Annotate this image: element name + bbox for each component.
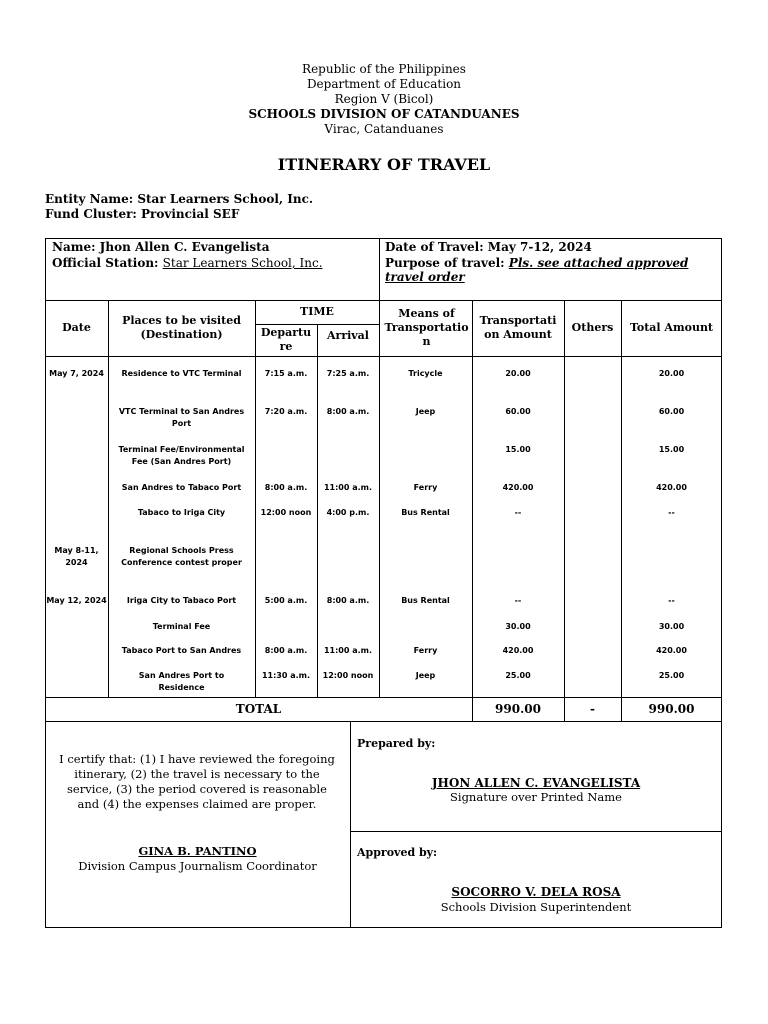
approved-by-label: Approved by: bbox=[357, 846, 438, 859]
col-header-others: Others bbox=[571, 321, 614, 334]
header-region: Region V (Bicol) bbox=[334, 92, 434, 106]
row-arrival: 8:00 a.m. bbox=[326, 407, 370, 416]
total-label: TOTAL bbox=[235, 702, 282, 716]
official-station-label: Official Station: bbox=[52, 256, 163, 270]
col-header-departure: Departu re bbox=[260, 326, 312, 353]
row-place: San Andres Port to Residence bbox=[138, 671, 225, 692]
row-total-amount: 420.00 bbox=[656, 483, 687, 492]
row-total-amount: 15.00 bbox=[658, 445, 685, 454]
row-means: Bus Rental bbox=[401, 596, 450, 605]
row-place: Tabaco to Iriga City bbox=[137, 508, 226, 517]
row-arrival: 11:00 a.m. bbox=[323, 483, 373, 492]
col-header-means: Means of Transportatio n bbox=[384, 307, 469, 348]
approver-position: Schools Division Superintendent bbox=[440, 900, 632, 914]
row-transport-amount: 25.00 bbox=[505, 671, 531, 680]
row-total-amount: 25.00 bbox=[658, 671, 685, 680]
row-transport-amount: -- bbox=[514, 508, 522, 517]
total-amount: 990.00 bbox=[648, 702, 695, 716]
row-departure: 12:00 noon bbox=[260, 508, 312, 517]
row-departure: 8:00 a.m. bbox=[264, 483, 308, 492]
col-header-arrival: Arrival bbox=[326, 329, 369, 342]
row-date: May 7, 2024 bbox=[49, 369, 104, 378]
row-total-amount: -- bbox=[668, 508, 675, 517]
table-rule bbox=[379, 238, 380, 357]
purpose-of-travel bbox=[385, 256, 688, 271]
header-republic: Republic of the Philippines bbox=[302, 62, 466, 76]
row-transport-amount: 60.00 bbox=[505, 407, 531, 416]
row-transport-amount: 420.00 bbox=[502, 646, 534, 655]
header-department: Department of Education bbox=[306, 77, 462, 91]
col-header-date: Date bbox=[62, 321, 91, 334]
row-transport-amount: 15.00 bbox=[505, 445, 531, 454]
document-title: ITINERARY OF TRAVEL bbox=[277, 155, 491, 174]
col-header-places: Places to be visited (Destination) bbox=[122, 314, 241, 341]
row-arrival: 4:00 p.m. bbox=[326, 508, 370, 517]
purpose-value-continued: travel order bbox=[385, 270, 465, 284]
row-departure: 7:15 a.m. bbox=[264, 369, 308, 378]
official-station bbox=[52, 256, 323, 271]
row-total-amount: -- bbox=[668, 596, 675, 605]
preparer-signature-caption: Signature over Printed Name bbox=[450, 790, 622, 804]
row-place: Regional Schools Press Conference contest proper bbox=[121, 546, 242, 567]
row-place: San Andres to Tabaco Port bbox=[121, 483, 242, 492]
purpose-label: Purpose of travel: bbox=[385, 256, 509, 270]
row-means: Jeep bbox=[415, 407, 436, 416]
row-total-amount: 30.00 bbox=[658, 622, 685, 631]
row-departure: 7:20 a.m. bbox=[264, 407, 308, 416]
row-place: Residence to VTC Terminal bbox=[121, 369, 242, 378]
row-place: Tabaco Port to San Andres bbox=[121, 646, 242, 655]
row-means: Jeep bbox=[415, 671, 436, 680]
table-rule bbox=[108, 300, 109, 698]
col-header-transport-amount: Transportati on Amount bbox=[479, 314, 557, 341]
col-header-time: TIME bbox=[300, 305, 334, 318]
total-transport-amount: 990.00 bbox=[495, 702, 541, 716]
row-total-amount: 60.00 bbox=[658, 407, 685, 416]
row-place: Iriga City to Tabaco Port bbox=[126, 596, 237, 605]
row-date: May 8-11, 2024 bbox=[54, 546, 99, 567]
row-arrival: 7:25 a.m. bbox=[326, 369, 370, 378]
header-location: Virac, Catanduanes bbox=[324, 122, 444, 136]
table-rule bbox=[564, 300, 565, 722]
row-place: Terminal Fee/Environmental Fee (San Andres Port) bbox=[118, 445, 245, 466]
row-total-amount: 420.00 bbox=[656, 646, 687, 655]
row-means: Tricycle bbox=[408, 369, 443, 378]
traveler-name: Name: Jhon Allen C. Evangelista bbox=[52, 240, 270, 254]
row-place: VTC Terminal to San Andres Port bbox=[118, 407, 245, 428]
fund-cluster: Fund Cluster: Provincial SEF bbox=[45, 207, 240, 221]
row-departure: 11:30 a.m. bbox=[261, 671, 311, 680]
row-transport-amount: 30.00 bbox=[505, 622, 531, 631]
row-transport-amount: 420.00 bbox=[502, 483, 534, 492]
header-block bbox=[0, 62, 768, 137]
row-means: Ferry bbox=[413, 646, 438, 655]
section-rule bbox=[350, 831, 722, 832]
row-arrival: 11:00 a.m. bbox=[323, 646, 373, 655]
row-means: Ferry bbox=[413, 483, 438, 492]
row-arrival: 12:00 noon bbox=[322, 671, 374, 680]
row-date: May 12, 2024 bbox=[46, 596, 107, 605]
certifier-name: GINA B. PANTINO bbox=[138, 844, 257, 858]
row-arrival: 8:00 a.m. bbox=[326, 596, 370, 605]
certification-text: I certify that: (1) I have reviewed the foregoing itinerary, (2) the travel is necessary to the service, (3) the period covered is reasonable and (4) the expenses claimed are proper. bbox=[59, 752, 335, 811]
preparer-name: JHON ALLEN C. EVANGELISTA bbox=[431, 776, 641, 790]
row-total-amount: 20.00 bbox=[658, 369, 685, 378]
row-departure: 8:00 a.m. bbox=[264, 646, 308, 655]
official-station-value: Star Learners School, Inc. bbox=[162, 256, 323, 270]
purpose-value: Pls. see attached approved bbox=[508, 256, 689, 270]
header-division: SCHOOLS DIVISION OF CATANDUANES bbox=[248, 107, 520, 121]
date-of-travel: Date of Travel: May 7-12, 2024 bbox=[385, 240, 592, 254]
row-transport-amount: -- bbox=[514, 596, 522, 605]
row-transport-amount: 20.00 bbox=[505, 369, 531, 378]
entity-name: Entity Name: Star Learners School, Inc. bbox=[45, 192, 314, 206]
row-place: Terminal Fee bbox=[152, 622, 211, 631]
certifier-position: Division Campus Journalism Coordinator bbox=[78, 859, 317, 873]
row-means: Bus Rental bbox=[401, 508, 450, 517]
table-rule bbox=[255, 300, 256, 698]
row-departure: 5:00 a.m. bbox=[264, 596, 308, 605]
prepared-by-label: Prepared by: bbox=[357, 737, 436, 750]
approver-name: SOCORRO V. DELA ROSA bbox=[451, 885, 621, 899]
col-header-total-amount: Total Amount bbox=[629, 321, 714, 334]
total-others: - bbox=[590, 702, 595, 716]
